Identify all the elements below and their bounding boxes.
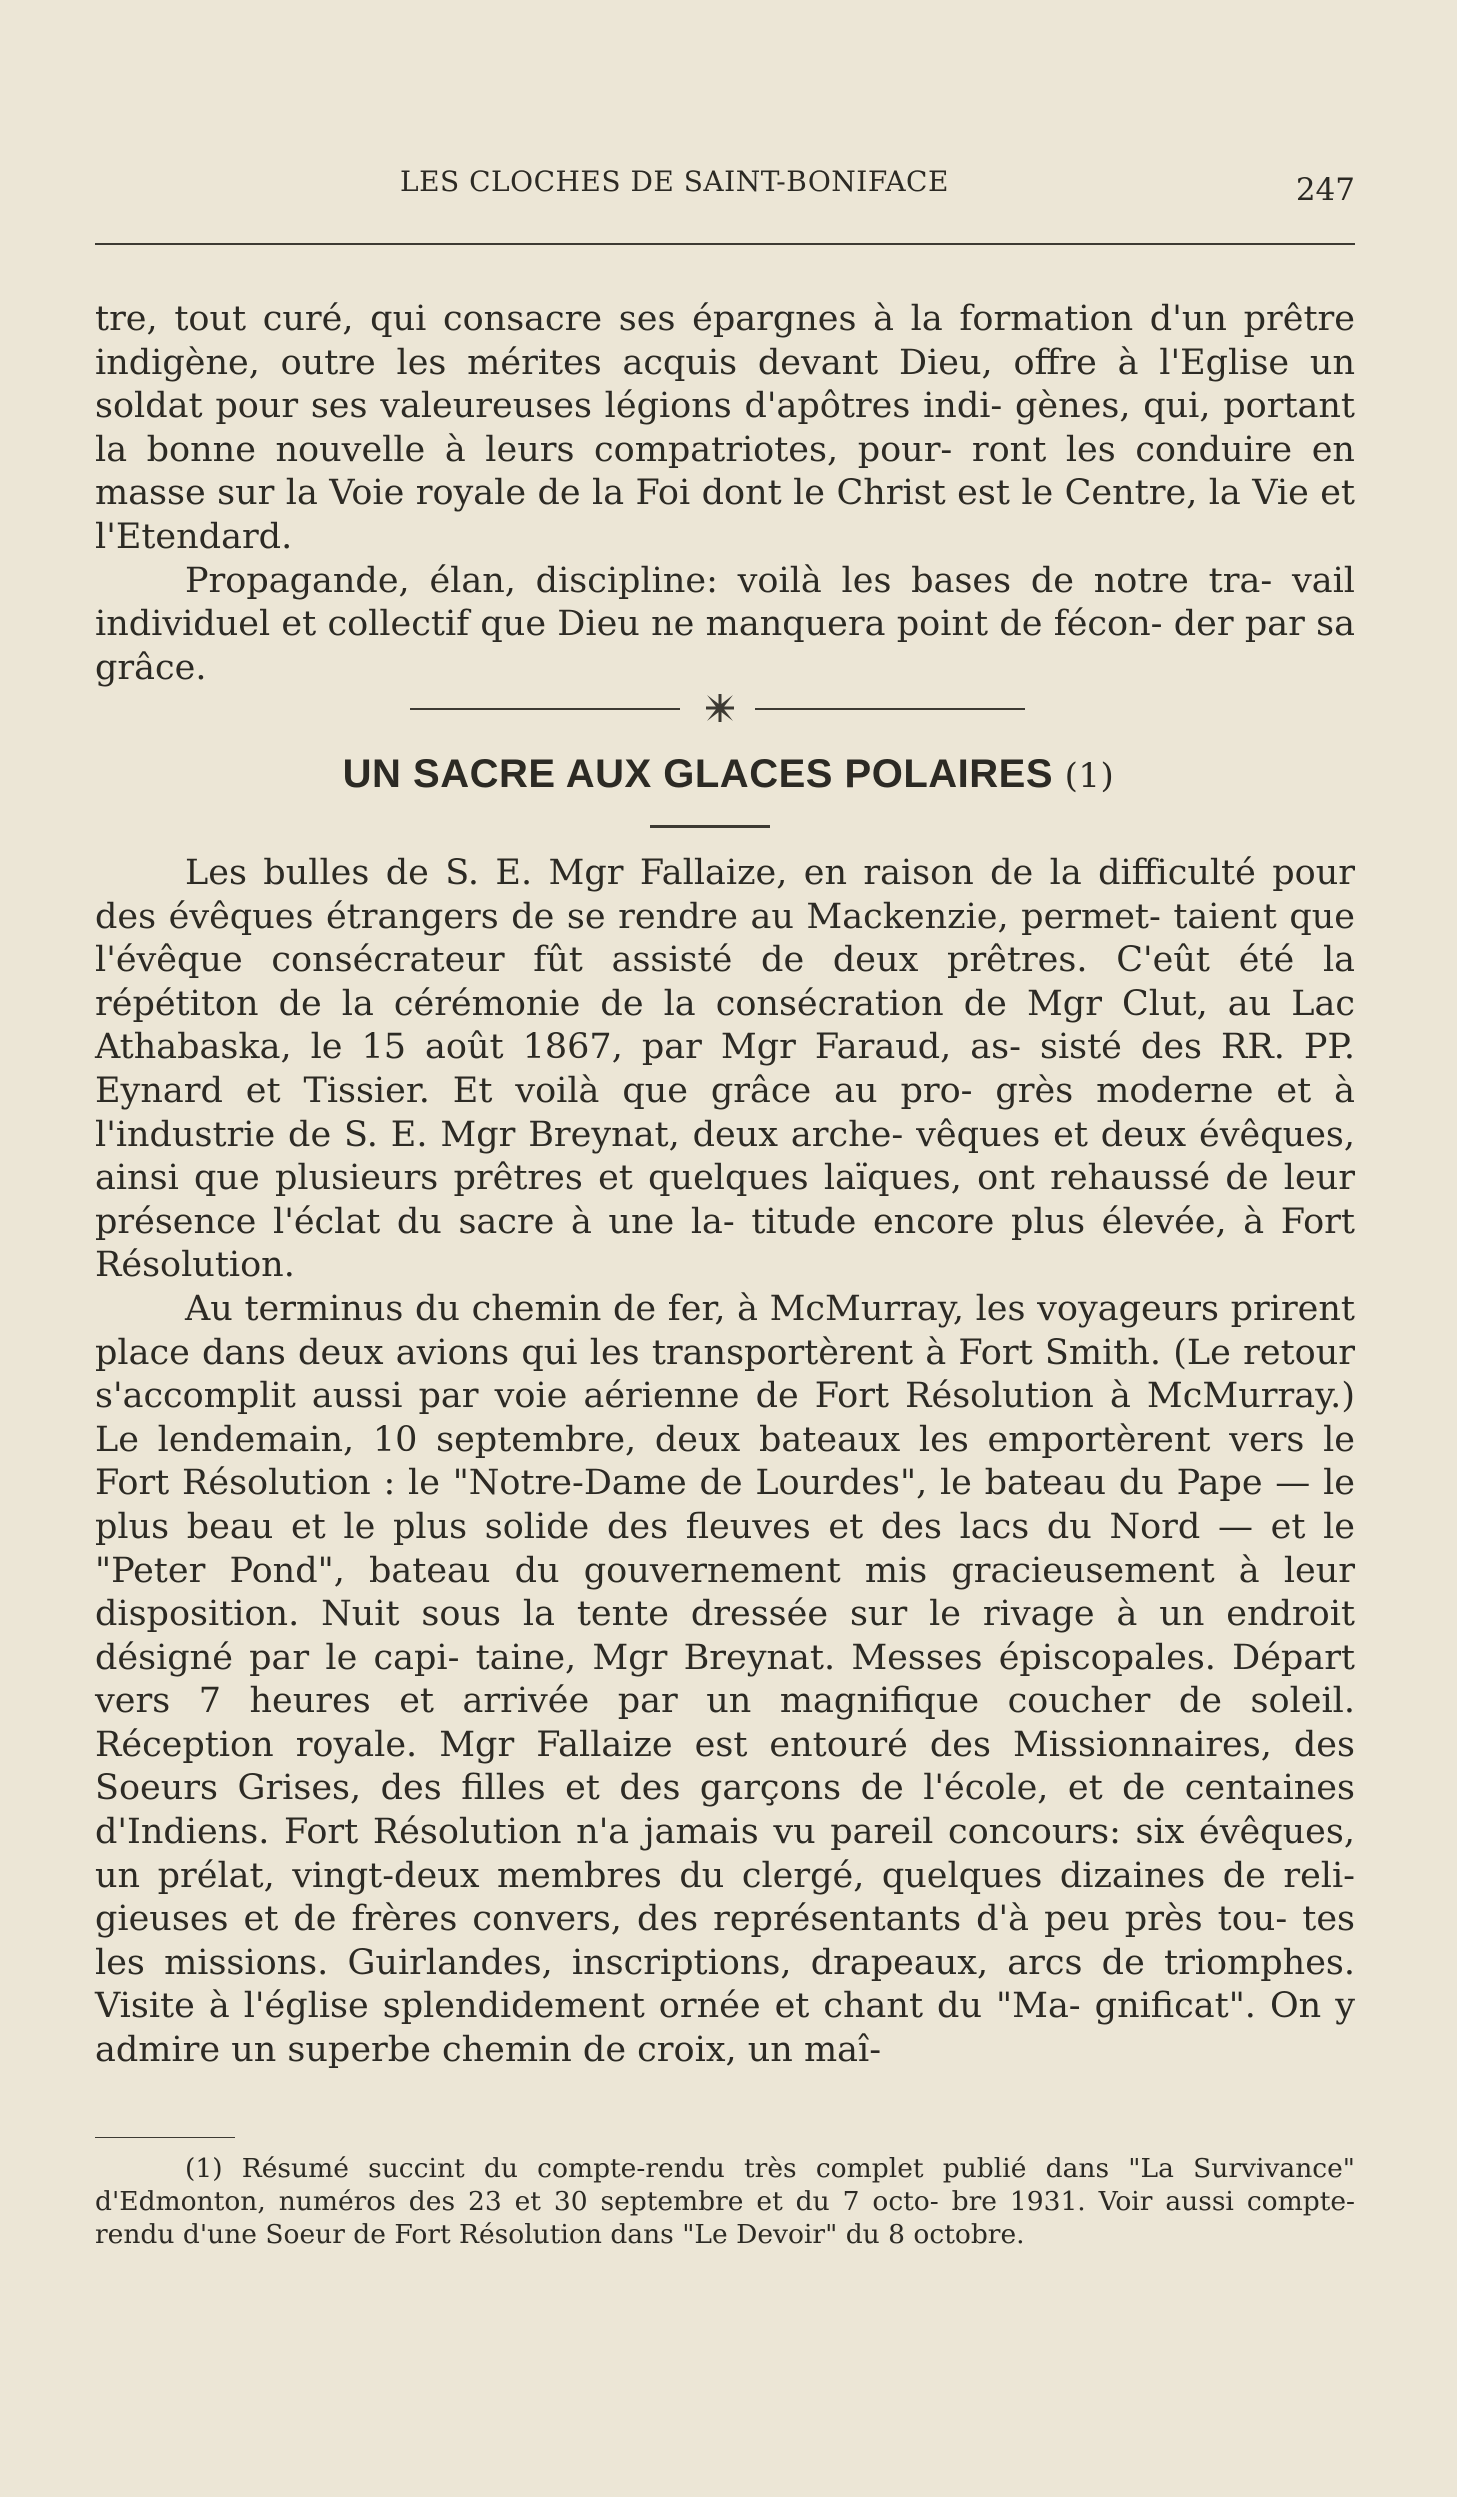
section-divider: [410, 694, 1025, 722]
text-line: Résolution à McMurray.) Le lendemain, 10 septembre, deux: [95, 1376, 1355, 1460]
page-number: 247: [1295, 172, 1355, 208]
article-title-text: UN SACRE AUX GLACES POLAIRES: [342, 752, 1054, 796]
text-line: gènes, qui, portant la bonne nouvelle à leurs compatriotes, pour-: [95, 386, 1355, 470]
text-line: des fleuves et des lacs du Nord — et le "Peter Pond", bateau du: [95, 1506, 1355, 1591]
text-line: Smith. (Le retour s'accomplit aussi par voie aérienne de Fort: [95, 1332, 1355, 1417]
text-line: l'Eglise un soldat pour ses valeureuses légions d'apôtres indi-: [95, 342, 1355, 427]
text-line: grès moderne et à l'industrie de S. E. Mgr Breynat, deux arche-: [95, 1070, 1355, 1155]
text-line: tre, tout curé, qui consacre ses épargnes à la formation d'un: [95, 299, 1227, 339]
maltese-cross-icon: [706, 694, 734, 722]
text-line: tes les missions. Guirlandes, inscriptions, drapeaux, arcs de: [95, 1899, 1355, 1983]
text-line: Christ est le Centre, la Vie et l'Etendard.: [95, 473, 1355, 557]
text-line: gouvernement mis gracieusement à leur disposition. Nuit sous: [95, 1550, 1355, 1635]
article-text: [95, 852, 1355, 2073]
text-line: titude encore plus élevée, à Fort Résolution.: [95, 1201, 1355, 1286]
text-line: C'eût été la répétiton de la cérémonie de la consécration de Mgr: [95, 940, 1355, 1024]
text-line: sisté des RR. PP. Eynard et Tissier. Et voilà que grâce au pro-: [95, 1027, 1355, 1111]
text-line: der par sa grâce.: [95, 604, 1355, 688]
text-line: ront les conduire en masse sur la Voie royale de la Foi dont le: [95, 429, 1355, 514]
text-line: taient que l'évêque consécrateur fût assisté de deux prêtres.: [95, 896, 1355, 981]
text-line: pour des évêques étrangers de se rendre au Mackenzie, permet-: [95, 853, 1355, 937]
footnote: [95, 2152, 1355, 2251]
text-line: Fort Résolution n'a jamais vu pareil concours: six évêques, un: [95, 1812, 1355, 1896]
text-line: triomphes. Visite à l'église splendidement ornée et chant du "Ma-: [95, 1942, 1355, 2027]
title-footnote-ref: (1): [1064, 756, 1115, 796]
text-line: prirent place dans deux avions qui les transportèrent à Fort: [95, 1288, 1355, 1373]
text-line: Les bulles de S. E. Mgr Fallaize, en raison de la difficulté: [185, 853, 1256, 893]
text-line: prélat, vingt-deux membres du clergé, quelques dizaines de reli-: [157, 1855, 1355, 1896]
footnote-line: bre 1931. Voir aussi compte-rendu d'une Soeur de Fort Résolution dans: [95, 2186, 1355, 2250]
footnote-rule: [95, 2137, 235, 2138]
divider-line-left: [410, 708, 680, 710]
text-line: gnificat". On y admire un superbe chemin de croix, un maî-: [95, 1986, 1355, 2071]
running-head: LES CLOCHES DE SAINT-BONIFACE: [400, 165, 949, 198]
text-line: taine, Mgr Breynat. Messes épiscopales. Départ vers 7 heures: [95, 1637, 1355, 1722]
article-paragraph-1: [95, 852, 1355, 1288]
text-line: prêtre indigène, outre les mérites acquis devant Dieu, offre à: [95, 299, 1355, 383]
continuation-text: [95, 298, 1355, 690]
text-line: bateaux les emportèrent vers le Fort Résolution : le "Notre-Dame: [95, 1419, 1355, 1504]
text-line: Mgr Fallaize est entouré des Missionnaires, des Soeurs Grises,: [95, 1724, 1355, 1809]
text-line: vêques et deux évêques, ainsi que plusieurs prêtres et quelques: [95, 1114, 1355, 1199]
text-line: Propagande, élan, discipline: voilà les bases de notre tra-: [185, 560, 1273, 601]
text-line: Au terminus du chemin de fer, à McMurray, les voyageurs: [185, 1288, 1219, 1329]
text-line: et arrivée par un magnifique coucher de soleil. Réception royale.: [95, 1681, 1355, 1765]
header-rule: [95, 243, 1355, 245]
footnote-line: (1) Résumé succint du compte-rendu très complet publié dans "La: [185, 2153, 1174, 2184]
text-line: gieuses et de frères convers, des représentants d'à peu près tou-: [95, 1899, 1288, 1940]
text-line: Clut, au Lac Athabaska, le 15 août 1867, par Mgr Faraud, as-: [95, 983, 1355, 1068]
article-paragraph-2: [95, 1288, 1355, 2073]
footnote-line: Survivance" d'Edmonton, numéros des 23 et 30 septembre et du 7 octo-: [95, 2153, 1355, 2217]
propagande-paragraph: [95, 560, 1355, 691]
text-line: de Lourdes", le bateau du Pape — le plus beau et le plus solide: [95, 1463, 1355, 1547]
text-line: la tente dressée sur le rivage à un endroit désigné par le capi-: [95, 1594, 1355, 1678]
title-rule: [650, 825, 770, 828]
text-line: laïques, ont rehaussé de leur présence l'éclat du sacre à une la-: [95, 1158, 1355, 1242]
continuation-paragraph: [95, 298, 1355, 560]
text-line: vail individuel et collectif que Dieu ne manquera point de fécon-: [95, 560, 1355, 645]
footnote-line: "Le Devoir" du 8 octobre.: [682, 2219, 1025, 2250]
page-header: [95, 165, 1355, 208]
divider-line-right: [755, 708, 1025, 710]
text-line: des filles et des garçons de l'école, et de centaines d'Indiens.: [95, 1768, 1355, 1853]
article-title: [0, 752, 1457, 797]
